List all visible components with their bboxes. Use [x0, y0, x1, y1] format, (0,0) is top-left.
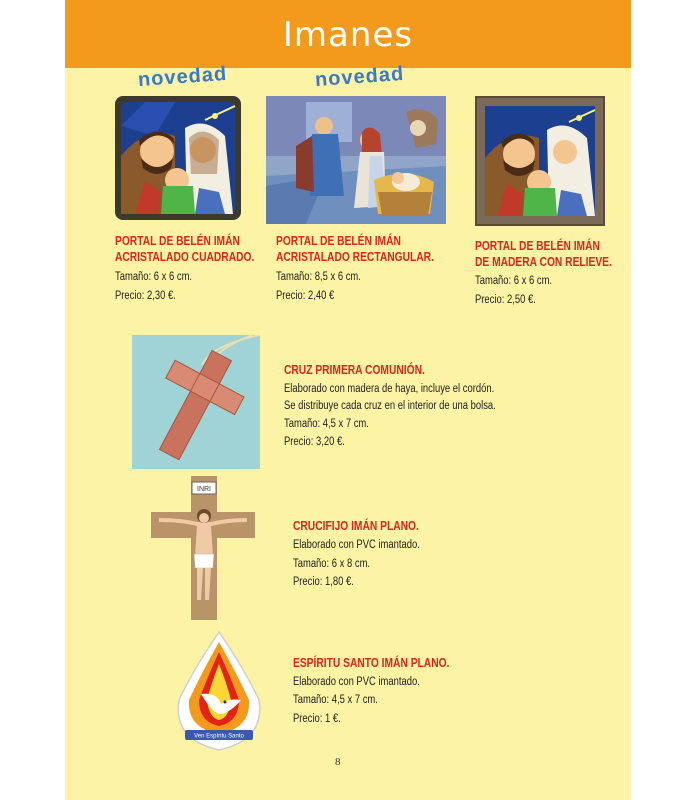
- page-title: Imanes: [282, 15, 414, 55]
- spirit-banner-text: Ven Espíritu Santo: [194, 733, 244, 740]
- catalog-page: [65, 0, 631, 800]
- product-size: Tamaño: 4,5 x 7 cm.: [284, 418, 369, 430]
- product-description: Elaborado con PVC imantado.: [293, 539, 420, 551]
- new-badge: novedad: [137, 62, 228, 92]
- product-title: CRUZ PRIMERA COMUNIÓN.: [284, 363, 425, 377]
- product-price: Precio: 2,40 €: [276, 290, 335, 302]
- new-badge: novedad: [314, 62, 405, 92]
- product-size: Tamaño: 6 x 6 cm.: [115, 271, 193, 283]
- crucifix-magnet-image[interactable]: [151, 476, 255, 620]
- product-description: Elaborado con PVC imantado.: [293, 676, 420, 688]
- product-title: PORTAL DE BELÉN IMÁN: [276, 234, 401, 248]
- product-description: Elaborado con madera de haya, incluye el cordón.: [284, 383, 495, 395]
- product-size: Tamaño: 6 x 8 cm.: [293, 558, 371, 570]
- product-title: PORTAL DE BELÉN IMÁN: [475, 239, 600, 253]
- product-size: Tamaño: 8,5 x 6 cm.: [276, 271, 361, 283]
- product-title: ACRISTALADO RECTANGULAR.: [276, 250, 434, 264]
- product-description: Se distribuye cada cruz en el interior de una bolsa.: [284, 400, 496, 412]
- product-title: CRUCIFIJO IMÁN PLANO.: [293, 519, 419, 533]
- communion-cross-image[interactable]: [132, 335, 260, 469]
- holy-spirit-magnet-image[interactable]: [173, 630, 265, 752]
- product-size: Tamaño: 6 x 6 cm.: [475, 275, 553, 287]
- page-number: 8: [335, 756, 341, 768]
- product-size: Tamaño: 4,5 x 7 cm.: [293, 694, 378, 706]
- nativity-square-magnet-image[interactable]: [115, 96, 241, 220]
- product-price: Precio: 2,50 €.: [475, 294, 536, 306]
- nativity-wooden-magnet-image[interactable]: [475, 96, 605, 226]
- product-title: PORTAL DE BELÉN IMÁN: [115, 234, 240, 248]
- product-price: Precio: 3,20 €.: [284, 436, 345, 448]
- product-title: ESPÍRITU SANTO IMÁN PLANO.: [293, 656, 450, 670]
- product-price: Precio: 2,30 €.: [115, 290, 176, 302]
- product-price: Precio: 1 €.: [293, 713, 341, 725]
- product-title: ACRISTALADO CUADRADO.: [115, 250, 255, 264]
- page-header: [65, 0, 631, 68]
- product-price: Precio: 1,80 €.: [293, 576, 354, 588]
- inri-sign: INRI: [197, 486, 211, 493]
- product-title: DE MADERA CON RELIEVE.: [475, 255, 612, 269]
- nativity-rectangular-magnet-image[interactable]: [266, 96, 446, 224]
